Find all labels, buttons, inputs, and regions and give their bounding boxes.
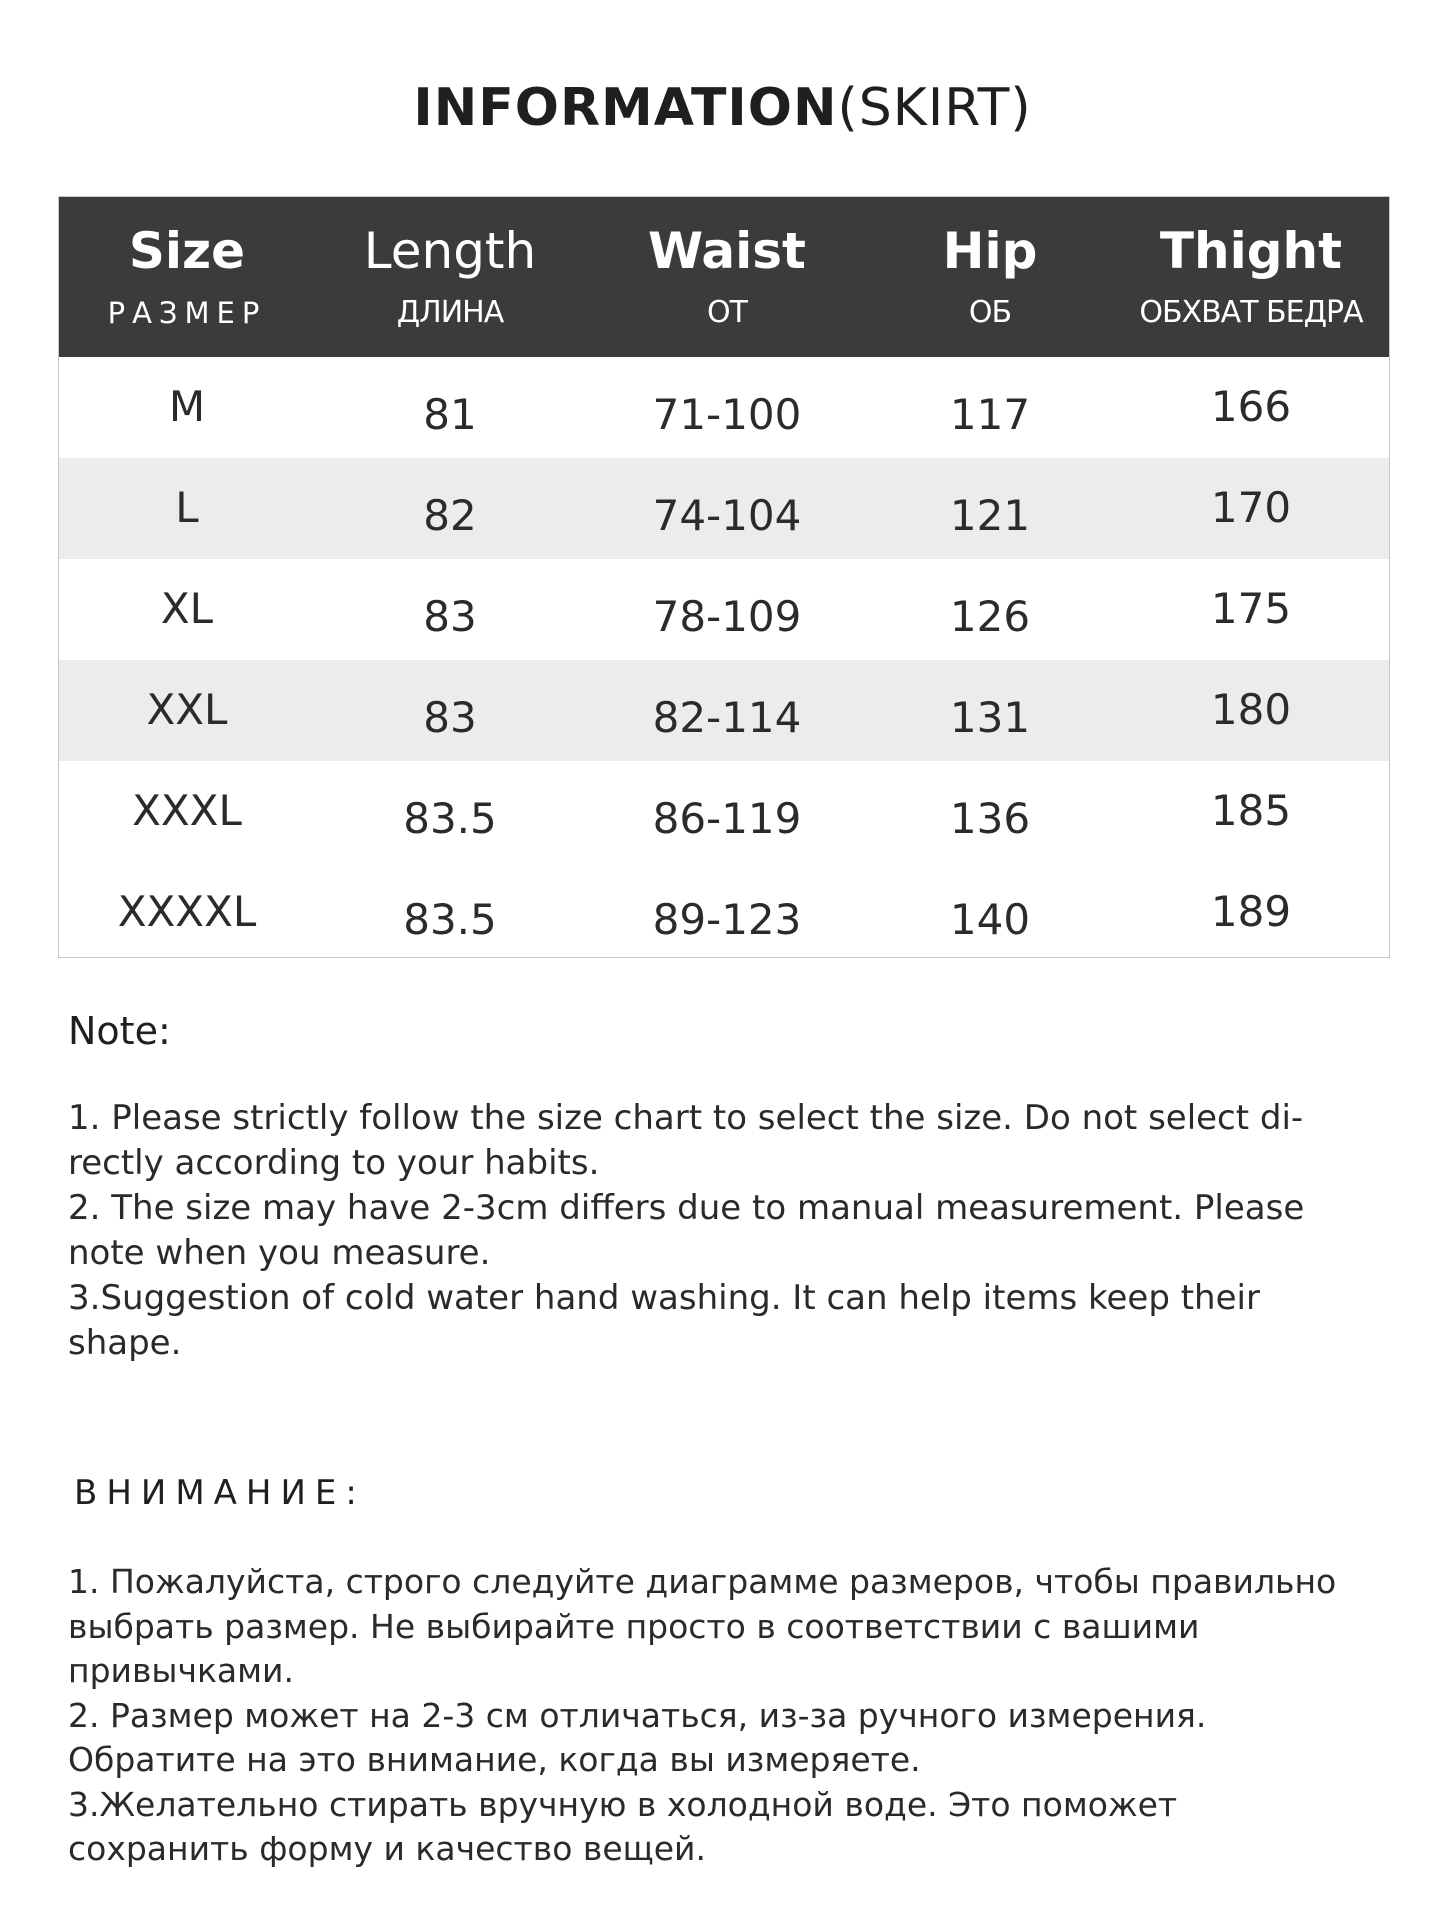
cell-thight: 185 <box>1210 786 1292 835</box>
cell-hip: 131 <box>949 693 1031 742</box>
cell-size: L <box>175 483 199 532</box>
table-row <box>59 660 1389 761</box>
cell-hip: 136 <box>949 794 1031 843</box>
note-line: note when you measure. <box>68 1233 491 1273</box>
cell-size: XXXXL <box>117 887 257 936</box>
attention-line: привычками. <box>68 1651 294 1690</box>
header-size <box>59 197 315 357</box>
header-length-en: Length <box>363 222 537 280</box>
header-thight-en: Thight <box>1159 222 1343 280</box>
attention-body <box>68 1560 1398 1872</box>
cell-thight: 180 <box>1210 685 1292 734</box>
cell-hip: 121 <box>949 491 1031 540</box>
cell-size: M <box>168 382 206 431</box>
cell-waist: 89-123 <box>652 895 802 944</box>
page-title <box>0 68 1445 148</box>
header-hip-ru: ОБ <box>968 295 1012 330</box>
attention-line: сохранить форму и качество вещей. <box>68 1829 706 1868</box>
note-line: 3.Suggestion of cold water hand washing. It can help items keep their <box>68 1278 1260 1318</box>
table-header <box>59 197 1389 357</box>
table-row <box>59 761 1389 862</box>
header-waist-ru: ОТ <box>707 295 747 330</box>
cell-waist: 78-109 <box>652 592 802 641</box>
attention-line: выбрать размер. Не выбирайте просто в соответствии с вашими <box>68 1606 1200 1646</box>
cell-waist: 71-100 <box>652 390 802 439</box>
header-length-ru: ДЛИНА <box>396 295 504 330</box>
note-line: 1. Please strictly follow the size chart to select the size. Do not select di- <box>68 1098 1304 1138</box>
cell-length: 83 <box>423 693 477 742</box>
note-line: rectly according to your habits. <box>68 1143 600 1183</box>
header-hip <box>869 197 1111 357</box>
header-size-en: Size <box>128 222 246 280</box>
header-waist-en: Waist <box>648 222 806 280</box>
cell-hip: 140 <box>949 895 1031 944</box>
cell-waist: 82-114 <box>652 693 802 742</box>
cell-thight: 175 <box>1210 584 1292 633</box>
note-title: Note: <box>68 1009 171 1053</box>
header-length <box>315 197 585 357</box>
table-row <box>59 862 1389 963</box>
size-chart-table <box>58 196 1390 958</box>
attention-title: ВНИМАНИЕ: <box>74 1473 366 1513</box>
table-row <box>59 559 1389 660</box>
cell-length: 81 <box>423 390 477 439</box>
attention-line: 1. Пожалуйста, строго следуйте диаграмме размеров, чтобы правильно <box>68 1562 1337 1601</box>
table-row <box>59 458 1389 559</box>
title-sub: (SKIRT) <box>837 78 1032 138</box>
title-main: INFORMATION <box>413 78 838 138</box>
note-line: 2. The size may have 2-3cm differs due to manual measurement. Please <box>68 1188 1305 1228</box>
cell-waist: 74-104 <box>652 491 802 540</box>
cell-length: 83 <box>423 592 477 641</box>
cell-length: 83.5 <box>403 794 497 843</box>
attention-line: Обратите на это внимание, когда вы измеряете. <box>68 1740 921 1779</box>
header-waist <box>585 197 869 357</box>
cell-length: 83.5 <box>403 895 497 944</box>
table-row <box>59 357 1389 458</box>
cell-size: XXL <box>146 685 228 734</box>
cell-length: 82 <box>423 491 477 540</box>
header-size-ru: РАЗМЕР <box>107 296 267 330</box>
note-body <box>68 1096 1388 1366</box>
header-thight-ru: ОБХВАТ БЕДРА <box>1139 295 1363 330</box>
attention-line: 3.Желательно стирать вручную в холодной воде. Это поможет <box>68 1784 1178 1824</box>
cell-thight: 166 <box>1210 382 1292 431</box>
attention-line: 2. Размер может на 2-3 см отличаться, из-за ручного измерения. <box>68 1695 1207 1735</box>
header-thight <box>1111 197 1391 357</box>
note-line: shape. <box>68 1323 182 1363</box>
cell-thight: 189 <box>1210 887 1292 936</box>
cell-size: XXXL <box>132 786 242 835</box>
cell-hip: 117 <box>949 390 1031 439</box>
cell-waist: 86-119 <box>652 794 802 843</box>
cell-hip: 126 <box>949 592 1031 641</box>
cell-thight: 170 <box>1210 483 1292 532</box>
cell-size: XL <box>160 584 214 633</box>
header-hip-en: Hip <box>942 222 1038 280</box>
